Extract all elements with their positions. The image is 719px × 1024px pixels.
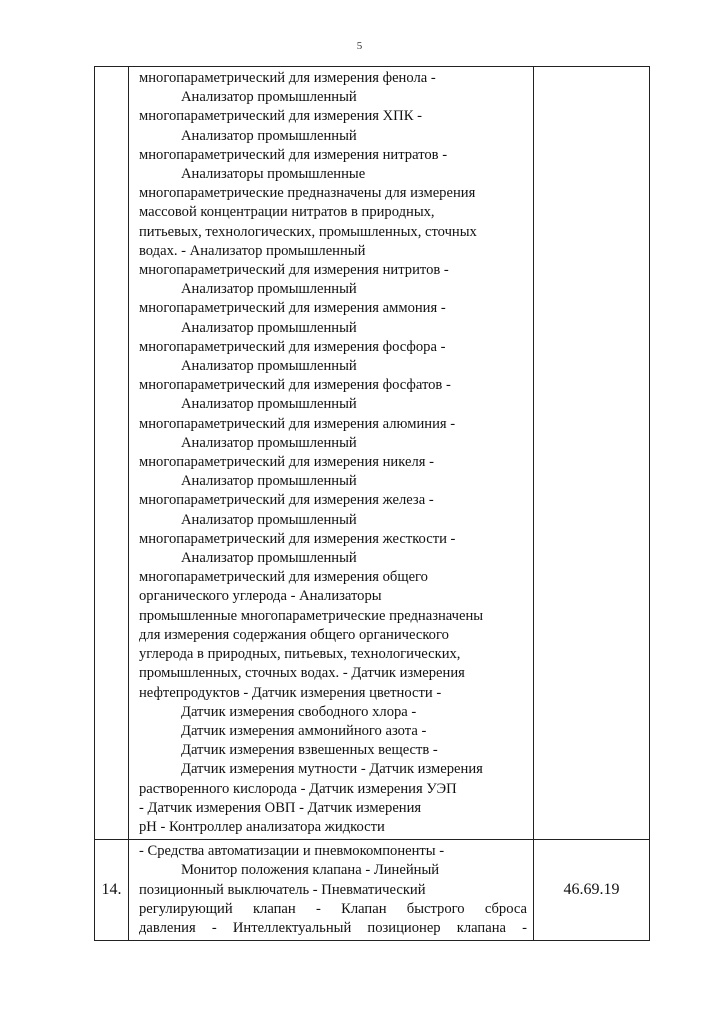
- text-line: Датчик измерения аммонийного азота -: [181, 722, 427, 739]
- text-line: для измерения содержания общего органического: [139, 626, 449, 643]
- text-line: растворенного кислорода - Датчик измерения УЭП: [139, 780, 457, 797]
- text-line: Датчик измерения свободного хлора -: [181, 703, 417, 720]
- text-line: питьевых, технологических, промышленных, сточных: [139, 223, 477, 240]
- text-line: многопараметрический для измерения жесткости -: [139, 530, 456, 547]
- text-line: Анализатор промышленный: [181, 473, 357, 490]
- text-line: Анализатор промышленный: [181, 319, 357, 336]
- text-line: многопараметрический для измерения аммония -: [139, 300, 446, 317]
- table-row: [95, 67, 650, 840]
- text-line: многопараметрический для измерения ХПК -: [139, 108, 422, 125]
- code-cell: [534, 67, 650, 840]
- text-line: промышленных, сточных водах. - Датчик измерения: [139, 665, 465, 682]
- code-cell: 46.69.19: [534, 840, 650, 941]
- text-line: многопараметрический для измерения нитритов -: [139, 262, 449, 279]
- text-line: углерода в природных, питьевых, технологических,: [139, 646, 461, 663]
- text-line: промышленные многопараметрические предназначены: [139, 607, 484, 624]
- text-line: многопараметрический для измерения железа -: [139, 492, 434, 509]
- text-line: массовой концентрации нитратов в природных,: [139, 204, 435, 221]
- page-number: 5: [356, 40, 363, 52]
- text-line: Датчик измерения мутности - Датчик измерения: [181, 761, 483, 778]
- description-text: [129, 840, 533, 940]
- text-line: многопараметрические предназначены для измерения: [139, 185, 476, 202]
- text-line: водах. - Анализатор промышленный: [139, 242, 366, 259]
- text-line: Анализатор промышленный: [181, 434, 357, 451]
- text-line: регулирующий клапан - Клапан быстрого сброса: [139, 900, 527, 917]
- text-line: Анализатор промышленный: [181, 358, 357, 375]
- text-line: - Датчик измерения ОВП - Датчик измерения: [139, 799, 422, 816]
- text-line: Анализатор промышленный: [181, 281, 357, 298]
- description-cell: [129, 67, 534, 840]
- document-table: [94, 66, 650, 941]
- description-cell: [129, 840, 534, 941]
- text-line: позиционный выключатель - Пневматический: [139, 881, 426, 898]
- text-line: многопараметрический для измерения алюминия -: [139, 415, 456, 432]
- text-line: органического углерода - Анализаторы: [139, 588, 382, 605]
- text-line: Анализатор промышленный: [181, 511, 357, 528]
- text-line: Анализатор промышленный: [181, 127, 357, 144]
- text-line: Анализатор промышленный: [181, 89, 357, 106]
- text-line: многопараметрический для измерения нитратов -: [139, 146, 448, 163]
- text-line: - Средства автоматизации и пневмокомпоненты -: [139, 843, 445, 860]
- text-line: Монитор положения клапана - Линейный: [181, 862, 440, 879]
- text-line: pH - Контроллер анализатора жидкости: [139, 818, 385, 835]
- table-row: [95, 840, 650, 941]
- text-line: Анализатор промышленный: [181, 396, 357, 413]
- text-line: давления - Интеллектуальный позиционер клапана -: [139, 919, 527, 936]
- row-number-cell: [95, 67, 129, 840]
- description-text: [129, 67, 533, 839]
- text-line: Анализаторы промышленные: [181, 166, 366, 183]
- text-line: многопараметрический для измерения фенола -: [139, 70, 436, 86]
- text-line: нефтепродуктов - Датчик измерения цветности -: [139, 684, 442, 701]
- text-line: Датчик измерения взвешенных веществ -: [181, 742, 438, 759]
- text-line: многопараметрический для измерения фосфатов -: [139, 377, 451, 394]
- row-number-cell: 14.: [95, 840, 129, 941]
- text-line: многопараметрический для измерения фосфора -: [139, 338, 446, 355]
- text-line: многопараметрический для измерения никеля -: [139, 454, 434, 471]
- text-line: многопараметрический для измерения общего: [139, 569, 428, 586]
- text-line: Анализатор промышленный: [181, 550, 357, 567]
